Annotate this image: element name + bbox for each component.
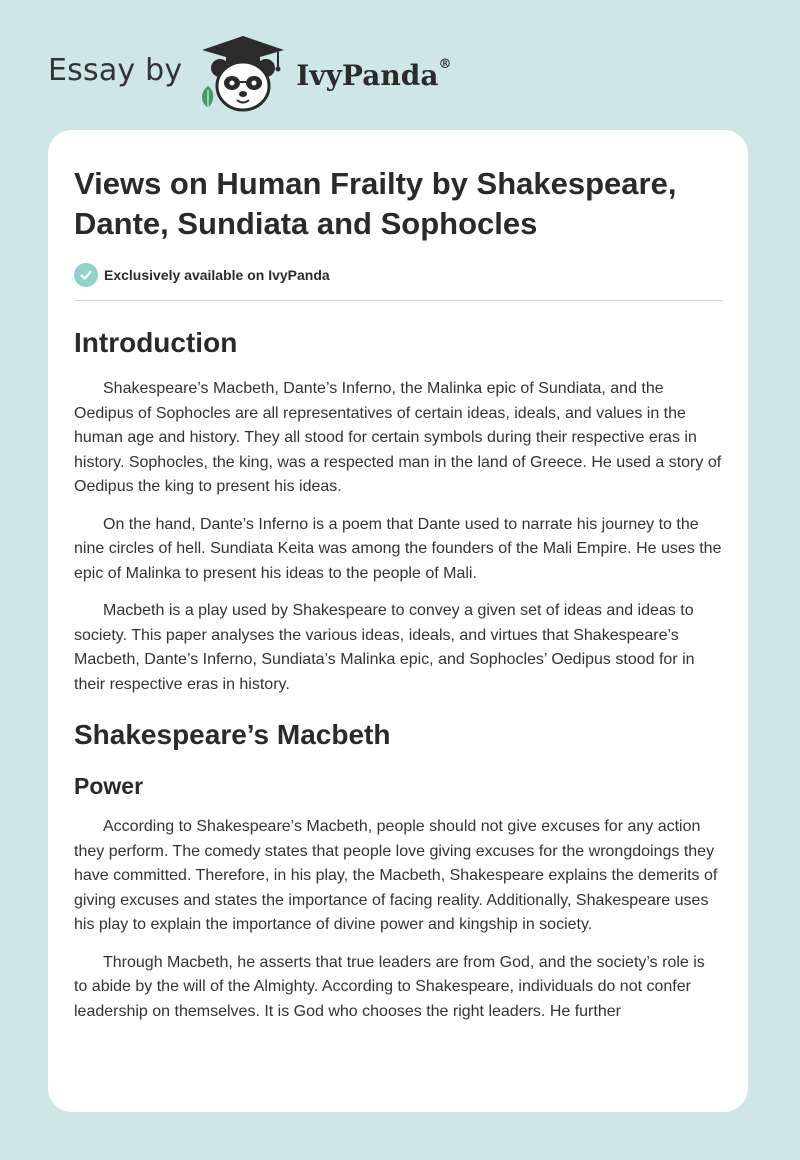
section-heading-introduction: Introduction xyxy=(74,327,238,358)
exclusive-badge xyxy=(74,262,722,288)
paragraph: Macbeth is a play used by Shakespeare to convey a given set of ideas and ideas to society. This paper analyses the various ideas, ideals, and virtues that Shakespeare’s Macbeth, Dante’s Inferno, Sundiata’s Malinka epic, and Sophocles’ Oedipus stood for in their respective eras in history. xyxy=(74,602,695,693)
paragraph: According to Shakespeare’s Macbeth, people should not give excuses for any action they perform. The comedy states that people love giving excuses for the wrongdoings they have committed. Therefore, in his play, the Macbeth, Shakespeare explains the demerits of giving excuses and states the importance of facing reality. Additionally, Shakespeare uses his play to explain the importance of divine power and kingship in society. xyxy=(74,818,718,933)
subsection-heading-power: Power xyxy=(74,773,144,799)
essay-by-label: Essay by xyxy=(48,52,183,88)
exclusive-label: Exclusively available on IvyPanda xyxy=(104,267,330,283)
paragraph: On the hand, Dante’s Inferno is a poem that Dante used to narrate his journey to the nine circles of hell. Sundiata Keita was among the founders of the Mali Empire. He uses the epic of Malinka to present his ideas to the people of Mali. xyxy=(74,515,722,582)
section-heading-macbeth: Shakespeare’s Macbeth xyxy=(74,719,391,750)
site-header xyxy=(48,34,508,114)
paragraph: Shakespeare’s Macbeth, Dante’s Inferno, the Malinka epic of Sundiata, and the Oedipus of Sophocles are all representatives of certain ideas, ideals, and values in the human age and history. They all stood for certain symbols during their respective eras in history. Sophocles, the king, was a respected man in the land of Greece. He used a story of Oedipus the king to present his ideas. xyxy=(74,380,722,495)
check-icon xyxy=(74,263,98,287)
divider xyxy=(74,300,722,301)
brand-name[interactable]: IvyPanda® xyxy=(296,56,452,92)
ivypanda-logo-icon[interactable] xyxy=(198,34,288,114)
essay-card xyxy=(48,130,748,1112)
essay-title: Views on Human Frailty by Shakespeare, Dante, Sundiata and Sophocles xyxy=(74,166,677,241)
paragraph: Through Macbeth, he asserts that true leaders are from God, and the society’s role is to abide by the will of the Almighty. According to Shakespeare, individuals do not confer leadership on themselves. It is God who chooses the right leaders. He further xyxy=(74,953,705,1020)
